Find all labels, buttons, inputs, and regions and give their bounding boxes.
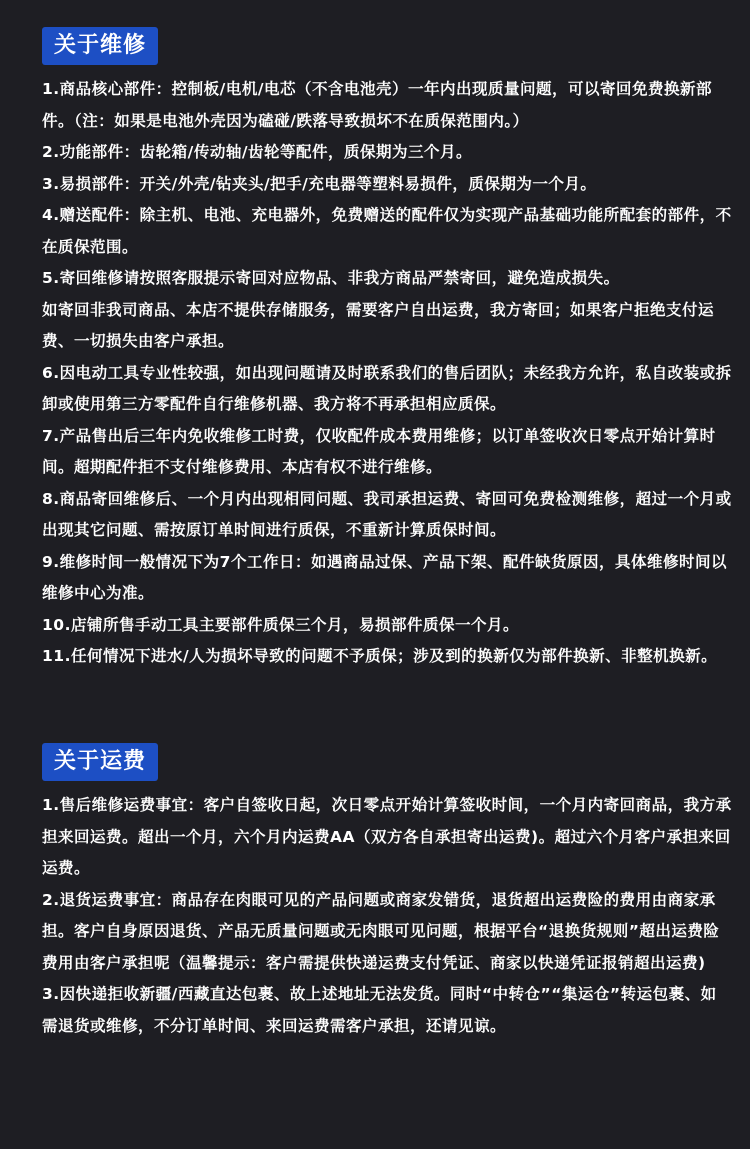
shipping-item-1: 1.售后维修运费事宜：客户自签收日起，次日零点开始计算签收时间，一个月内寄回商品，我方承担来回运费。超出一个月，六个月内运费AA（双方各自承担寄出运费)。超过六个月客户承担来回运费。 (42, 796, 732, 877)
shipping-item-2: 2.退货运费事宜：商品存在肉眼可见的产品问题或商家发错货，退货超出运费险的费用由商家承担。客户自身原因退货、产品无质量问题或无肉眼可见问题，根据平台“退换货规则”超出运费险费用由客户承担呢（温馨提示：客户需提供快递运费支付凭证、商家以快递凭证报销超出运费) (42, 890, 720, 972)
repair-item-1: 1.商品核心部件：控制板/电机/电芯（不含电池壳）一年内出现质量问题，可以寄回免费换新部件。（注：如果是电池外壳因为磕碰/跌落导致损坏不在质保范围内。） (42, 80, 712, 130)
repair-section (42, 27, 732, 673)
repair-item-3: 3.易损部件：开关/外壳/钻夹头/把手/充电器等塑料易损件，质保期为一个月。 (42, 174, 597, 193)
repair-item-list (42, 74, 732, 673)
repair-item-8: 8.商品寄回维修后、一个月内出现相同问题、我司承担运费、寄回可免费检测维修，超过一个月或出现其它问题、需按原订单时间进行质保，不重新计算质保时间。 (42, 489, 732, 539)
repair-item-10: 10.店铺所售手动工具主要部件质保三个月，易损部件质保一个月。 (42, 615, 519, 634)
repair-item-5: 5.寄回维修请按照客服提示寄回对应物品、非我方商品严禁寄回，避免造成损失。 (42, 269, 620, 287)
repair-item-2: 2.功能部件：齿轮箱/传动轴/齿轮等配件，质保期为三个月。 (42, 143, 472, 161)
shipping-section (42, 743, 732, 1042)
repair-item-4: 4.赠送配件：除主机、电池、充电器外，免费赠送的配件仅为实现产品基础功能所配套的部件，不在质保范围。 (42, 206, 732, 256)
repair-heading: 关于维修 (42, 27, 158, 65)
repair-item-6: 6.因电动工具专业性较强，如出现问题请及时联系我们的售后团队；未经我方允许，私自改装或拆卸或使用第三方零配件自行维修机器、我方将不再承担相应质保。 (42, 363, 732, 413)
repair-item-7: 7.产品售出后三年内免收维修工时费，仅收配件成本费用维修；以订单签收次日零点开始计算时间。超期配件拒不支付维修费用、本店有权不进行维修。 (42, 426, 716, 476)
repair-item-9: 9.维修时间一般情况下为7个工作日：如遇商品过保、产品下架、配件缺货原因，具体维修时间以维修中心为准。 (42, 552, 727, 602)
repair-item-11: 11.任何情况下进水/人为损坏导致的问题不予质保；涉及到的换新仅为部件换新、非整机换新。 (42, 647, 718, 665)
repair-item-5-note: 如寄回非我司商品、本店不提供存储服务，需要客户自出运费，我方寄回；如果客户拒绝支付运费、一切损失由客户承担。 (42, 300, 715, 350)
shipping-item-3: 3.因快递拒收新疆/西藏直达包裹、故上述地址无法发货。同时“中转仓”“集运仓”转运包裹、如需退货或维修，不分订单时间、来回运费需客户承担，还请见谅。 (42, 985, 717, 1035)
shipping-item-list (42, 790, 732, 1042)
shipping-heading: 关于运费 (42, 743, 158, 781)
